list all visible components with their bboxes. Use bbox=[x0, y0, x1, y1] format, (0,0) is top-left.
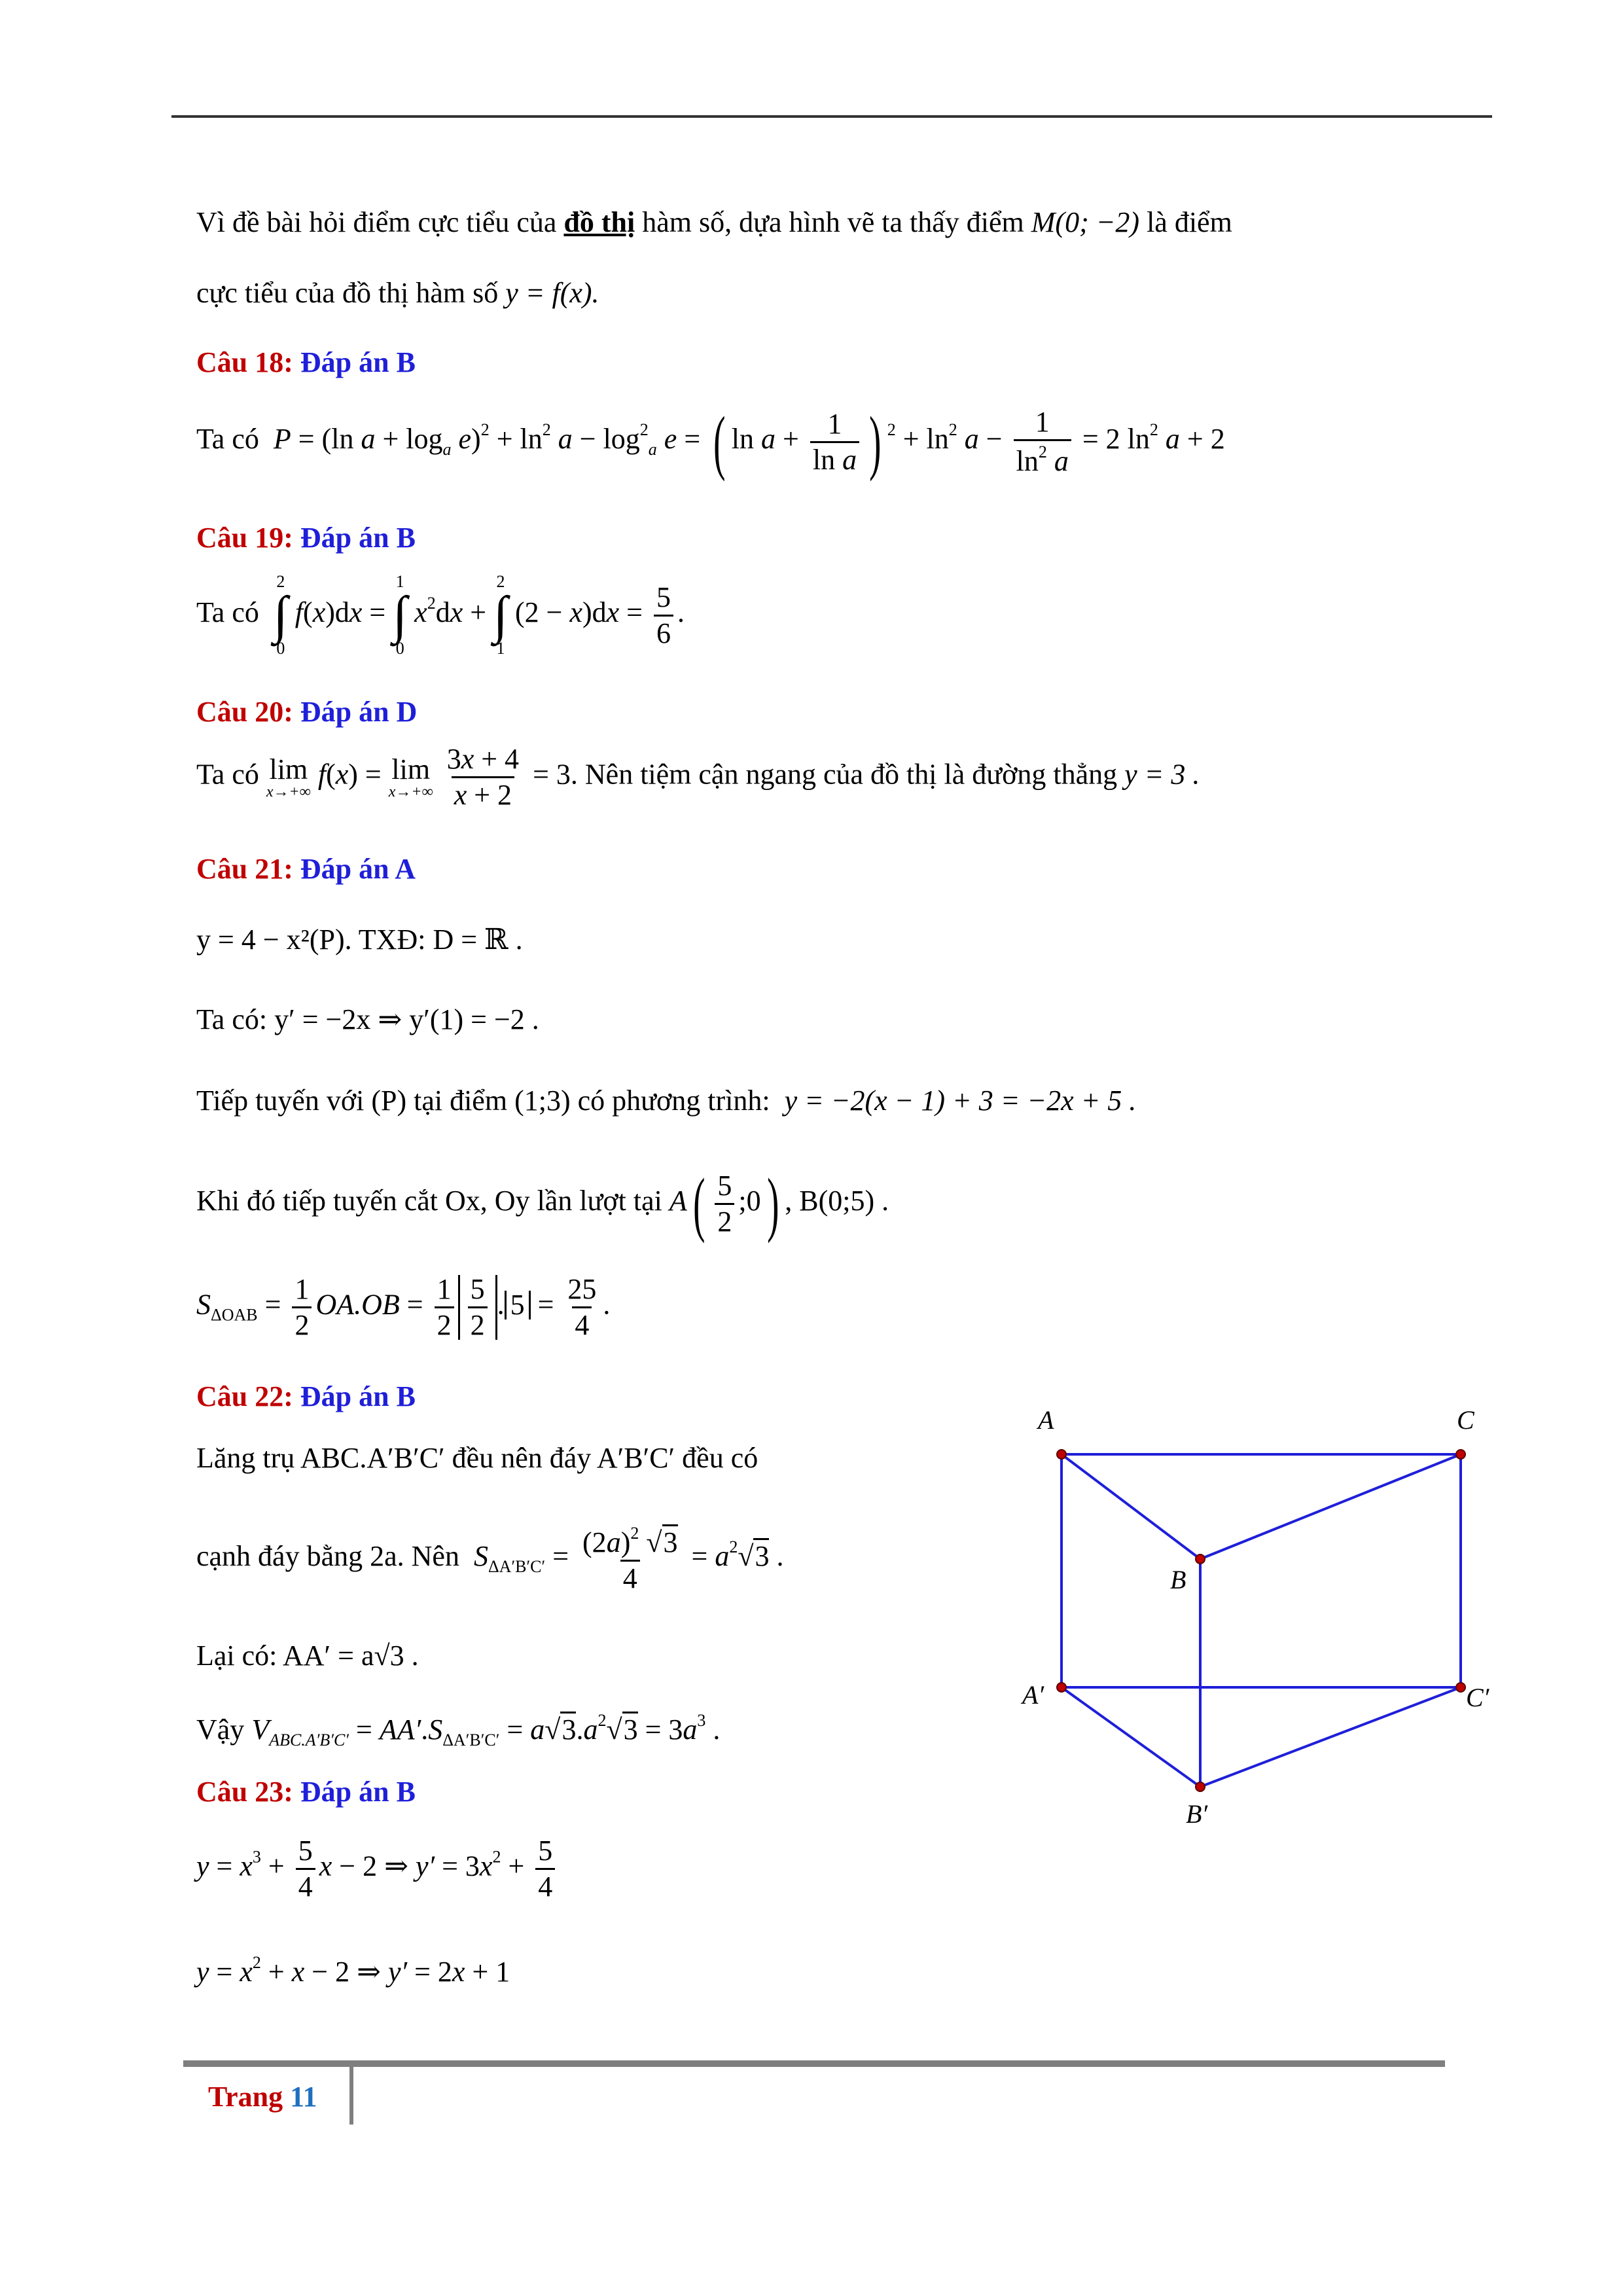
page-footer bbox=[208, 2080, 317, 2113]
edge-b1c1 bbox=[1200, 1687, 1461, 1787]
point-c1 bbox=[1456, 1683, 1465, 1692]
q23-line-1: $y = x^3$ + $\frac{5}{4}$ x − 2 ⇒ $y' = 3x^2$ + $\frac{5}{4}$ bbox=[196, 1837, 559, 1901]
header-rule bbox=[171, 115, 1492, 118]
q19-equation: Ta có 2 ∫ 0 f(x)dx = 1 ∫ 0 $x^2dx$ + 2 ∫ 1 (2 − x)dx = $\frac{5}{6}$ . bbox=[196, 572, 685, 658]
point-a bbox=[1057, 1450, 1066, 1459]
q21-line-4: Khi đó tiếp tuyến cắt Ox, Oy lần lượt tại A( $\frac{5}{2}$ ;0) , B(0;5) . bbox=[196, 1164, 889, 1244]
q19-heading: Câu 19: Đáp án B bbox=[196, 522, 416, 554]
q22-line-1: Lăng trụ ABC.A′B′C′ đều nên đáy A′B′C′ đều có bbox=[196, 1442, 758, 1474]
point-a1 bbox=[1057, 1683, 1066, 1692]
page-number: 11 bbox=[290, 2081, 317, 2113]
label-a: A bbox=[1038, 1405, 1054, 1435]
q23-line-2: $y = x^2 + x - 2$ ⇒ y′ = 2x + 1 bbox=[196, 1953, 510, 1988]
q18-equation: Ta có P = (ln $a + \log_a e)^2 + \ln^2 a - \log^2_a e$ = ( ln a + $\frac{1}{\text{ln a}}$ ) $^2 + \ln^2 a$ − $\frac{1}{\ln^2 a}$ = 2 $\ln^2 a + 2$ bbox=[196, 402, 1225, 482]
prism-diagram bbox=[1008, 1407, 1505, 1839]
point-b1 bbox=[1196, 1782, 1205, 1791]
q22-line-3: Lại có: AA′ = a√3 . bbox=[196, 1640, 419, 1672]
footer-rule bbox=[183, 2060, 1445, 2067]
label-b: B bbox=[1170, 1565, 1186, 1594]
label-b1: B′ bbox=[1186, 1799, 1208, 1829]
edge-bc bbox=[1200, 1454, 1461, 1559]
q20-heading: Câu 20: Đáp án D bbox=[196, 696, 418, 728]
q22-line-2: cạnh đáy bằng 2a. Nên $S_{\Delta A'B'C'}$ = $\frac{(2a)^2 √3}{4}$ = $a^2√3$ . bbox=[196, 1524, 784, 1594]
q21-line-3: Tiếp tuyến với (P) tại điểm (1;3) có phương trình: y = −2(x − 1) + 3 = −2x + 5 . bbox=[196, 1085, 1137, 1117]
q18-heading: Câu 18: Đáp án B bbox=[196, 346, 416, 378]
prism-figure bbox=[1008, 1407, 1505, 1839]
label-a1: A′ bbox=[1022, 1680, 1044, 1710]
label-c1: C′ bbox=[1466, 1683, 1489, 1712]
footer-divider bbox=[349, 2067, 353, 2125]
q21-line-1: y = 4 − x²(P). TXĐ: D = ℝ . bbox=[196, 924, 523, 956]
label-c: C bbox=[1457, 1405, 1474, 1435]
point-b bbox=[1196, 1554, 1205, 1564]
intro-line-2: cực tiểu của đồ thị hàm số y = f(x). bbox=[196, 277, 599, 309]
q20-equation: Ta có lim x→+∞ f(x) = lim x→+∞ $\frac{3x + 4}{x + 2}$ = 3. Nên tiệm cận ngang của đồ thị là đường thẳng y = 3 . bbox=[196, 743, 1200, 811]
page-label: Trang bbox=[208, 2081, 283, 2113]
edge-ab bbox=[1061, 1454, 1200, 1559]
intro-line-1: Vì đề bài hỏi điểm cực tiểu của đồ thị hàm số, dựa hình vẽ ta thấy điểm M(0; −2) là điểm bbox=[196, 206, 1232, 238]
q22-heading: Câu 22: Đáp án B bbox=[196, 1380, 416, 1412]
point-c bbox=[1456, 1450, 1465, 1459]
edge-a1b1 bbox=[1061, 1687, 1200, 1787]
q22-line-4: Vậy $V_{ABC.A'B'C'} = AA'.S_{\Delta A'B'C'} = a√3.a^2√3 = 3a^3$ . bbox=[196, 1711, 721, 1749]
q21-line-2: Ta có: y′ = −2x ⇒ y′(1) = −2 . bbox=[196, 1003, 539, 1035]
q21-area: $S_{\Delta OAB}$ = $\frac{1}{2}$ OA.OB = $\frac{1}{2}$ $\frac{5}{2}$ . 5 = $\frac{25}{4}$ . bbox=[196, 1273, 611, 1341]
q23-heading: Câu 23: Đáp án B bbox=[196, 1776, 416, 1808]
q21-heading: Câu 21: Đáp án A bbox=[196, 853, 416, 885]
